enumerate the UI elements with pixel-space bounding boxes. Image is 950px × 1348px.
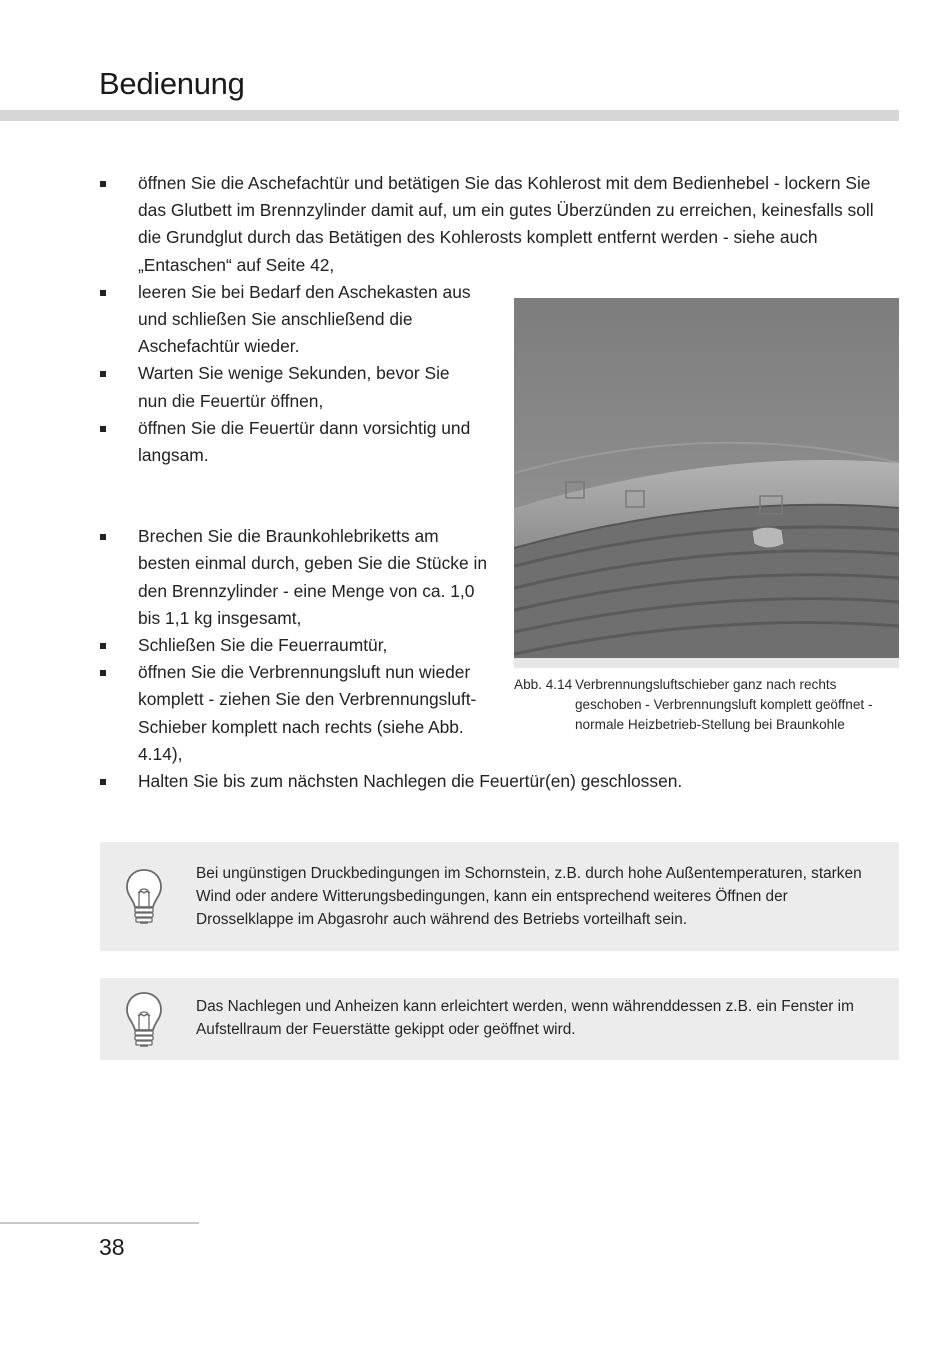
page-title: Bedienung <box>99 66 245 101</box>
list-item: Halten Sie bis zum nächsten Nachlegen die Feuertür(en) geschlossen. <box>100 768 895 795</box>
tip-box <box>100 978 899 1060</box>
list-item: öffnen Sie die Aschefachtür und betätigen Sie das Kohlerost mit dem Bedienhebel - lockern Sie das Glutbett im Brennzylinder damit auf, um ein gutes Überzünden zu erreichen, keinesfalls soll die Grundglut durch das Betätigen des Kohlerosts komplett entfernt werden - siehe auch „Entaschen“ auf Seite 42, <box>100 170 895 279</box>
tip-text: Das Nachlegen und Anheizen kann erleichtert werden, wenn währenddessen z.B. ein Fenster im Aufstellraum der Feuerstätte gekippt oder geöffnet wird. <box>196 998 854 1038</box>
lightbulb-icon <box>124 990 164 1050</box>
list-item: öffnen Sie die Verbrennungsluft nun wieder komplett - ziehen Sie den Verbrennungsluft-Schieber komplett nach rechts (siehe Abb. 4.14), <box>100 659 488 768</box>
figure-caption-text: Verbrennungsluftschieber ganz nach rechts geschoben - Verbrennungsluft komplett geöffnet - normale Heizbetrieb-Stellung bei Braunkohle <box>575 677 873 732</box>
list-item: Warten Sie wenige Sekunden, bevor Sie nun die Feuertür öffnen, <box>100 360 483 414</box>
figure-number: Abb. 4.14 <box>514 677 573 692</box>
tip-text: Bei ungünstigen Druckbedingungen im Schornstein, z.B. durch hohe Außentemperaturen, starken Wind oder andere Witterungsbedingungen, kann ein entsprechend weiteres Öffnen der Drosselklappe im Abgasrohr auch während des Betriebs vorteilhaft sein. <box>196 865 862 928</box>
list-item: Schließen Sie die Feuerraumtür, <box>100 632 488 659</box>
lightbulb-icon <box>124 867 164 927</box>
tip-box <box>100 842 899 951</box>
stove-photo <box>514 298 899 668</box>
list-item: leeren Sie bei Bedarf den Aschekasten aus und schließen Sie anschließend die Aschefachtür wieder. <box>100 279 483 361</box>
photo-border <box>514 658 899 668</box>
footer-rule <box>0 1222 199 1224</box>
header-rule <box>0 110 899 121</box>
air-slider-photo <box>514 298 899 658</box>
figure-caption <box>514 675 914 735</box>
list-item: Brechen Sie die Braunkohlebriketts am besten einmal durch, geben Sie die Stücke in den Brennzylinder - eine Menge von ca. 1,0 bis 1,1 kg insgesamt, <box>100 523 488 632</box>
list-item: öffnen Sie die Feuertür dann vorsichtig und langsam. <box>100 415 483 469</box>
page-number: 38 <box>99 1234 125 1260</box>
